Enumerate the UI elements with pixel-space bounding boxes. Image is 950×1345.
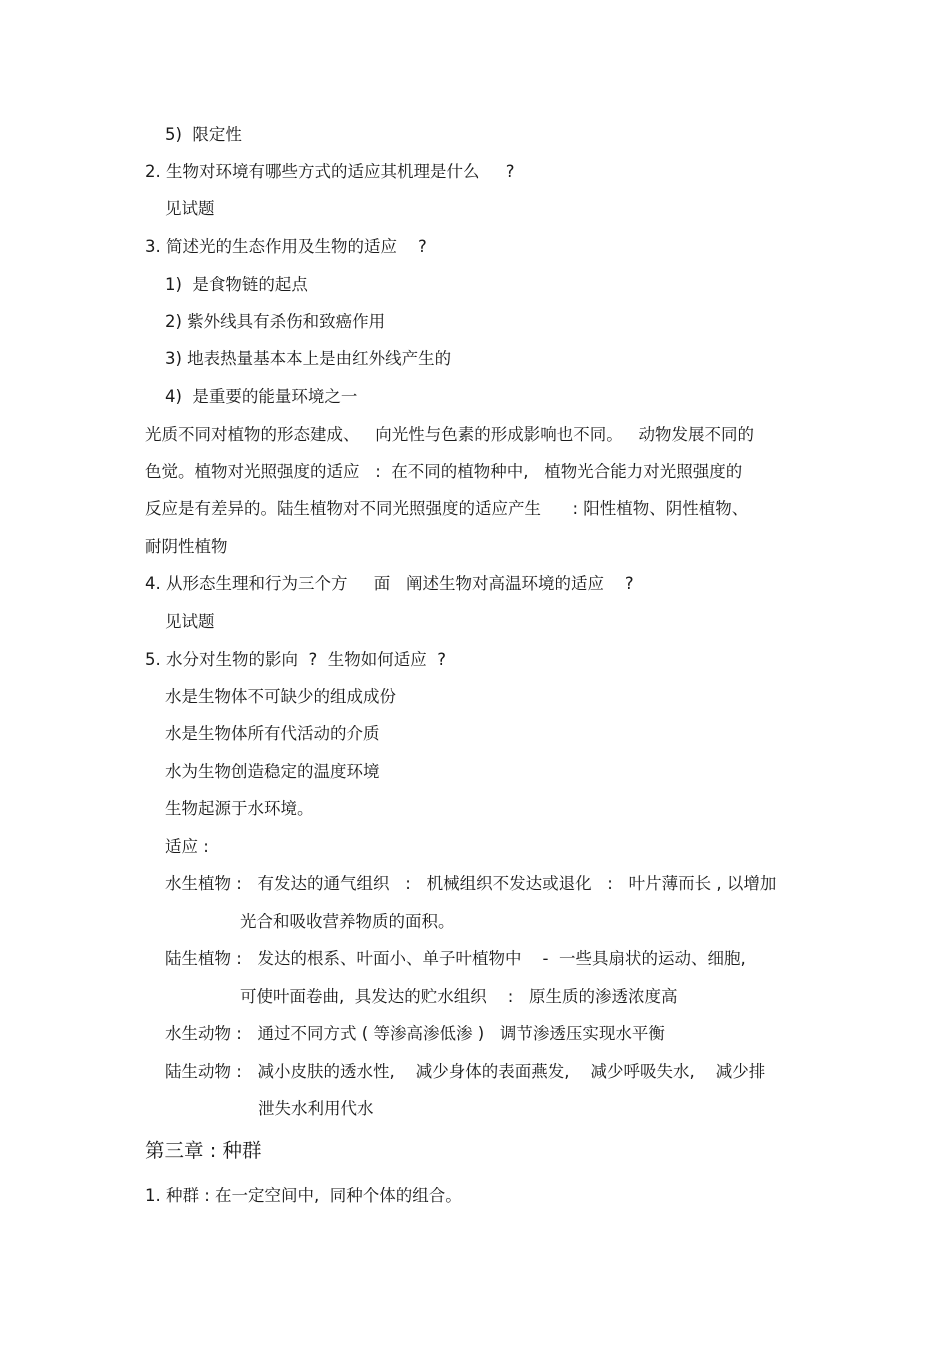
answer-text: 陆生动物 : 减小皮肤的透水性, 减少身体的表面燕发, 减少呼吸失水, 减少排: [165, 1062, 766, 1081]
answer-text: 陆生植物 : 发达的根系、叶面小、单子叶植物中 - 一些具扇状的运动、细胞,: [165, 949, 746, 968]
answer-text: 水为生物创造稳定的温度环境: [165, 762, 380, 781]
question-2: 2. 生物对环境有哪些方式的适应其机理是什么 ?: [145, 162, 515, 181]
answer-text-continued: 可使叶面卷曲, 具发达的贮水组织 : 原生质的渗透浓度高: [240, 987, 678, 1006]
answer-text: 生物起源于水环境。: [165, 799, 314, 818]
answer-text: 水是生物体不可缺少的组成成份: [165, 687, 396, 706]
answer-text: 水是生物体所有代活动的介质: [165, 724, 380, 743]
paragraph-line: 耐阴性植物: [145, 537, 228, 556]
answer-text: 适应 :: [165, 837, 209, 856]
list-item: 2) 紫外线具有杀伤和致癌作用: [165, 312, 386, 331]
answer-text: 水生植物 : 有发达的通气组织 : 机械组织不发达或退化 : 叶片薄而长 , 以增加: [165, 874, 777, 893]
paragraph-line: 色觉。植物对光照强度的适应 : 在不同的植物种中, 植物光合能力对光照强度的: [145, 462, 743, 481]
answer-text: 见试题: [165, 612, 215, 631]
answer-text-continued: 泄失水利用代水: [258, 1099, 374, 1118]
answer-text-continued: 光合和吸收营养物质的面积。: [240, 912, 455, 931]
paragraph-line: 光质不同对植物的形态建成、 向光性与色素的形成影响也不同。 动物发展不同的: [145, 425, 754, 444]
question-5: 5. 水分对生物的影向 ? 生物如何适应 ?: [145, 650, 446, 669]
definition-line: 1. 种群 : 在一定空间中, 同种个体的组合。: [145, 1186, 462, 1205]
question-4: 4. 从形态生理和行为三个方 面 阐述生物对高温环境的适应 ?: [145, 574, 634, 593]
question-3: 3. 简述光的生态作用及生物的适应 ?: [145, 237, 427, 256]
answer-text: 水生动物 : 通过不同方式 ( 等渗高渗低渗 ) 调节渗透压实现水平衡: [165, 1024, 665, 1043]
paragraph-line: 反应是有差异的。陆生植物对不同光照强度的适应产生 : 阳性植物、阴性植物、: [145, 499, 749, 518]
list-item: 4) 是重要的能量环境之一: [165, 387, 358, 406]
answer-text: 见试题: [165, 199, 215, 218]
list-item: 5) 限定性: [165, 125, 242, 144]
chapter-heading: 第三章 : 种群: [145, 1139, 262, 1162]
list-item: 1) 是食物链的起点: [165, 275, 308, 294]
list-item: 3) 地表热量基本本上是由红外线产生的: [165, 349, 452, 368]
